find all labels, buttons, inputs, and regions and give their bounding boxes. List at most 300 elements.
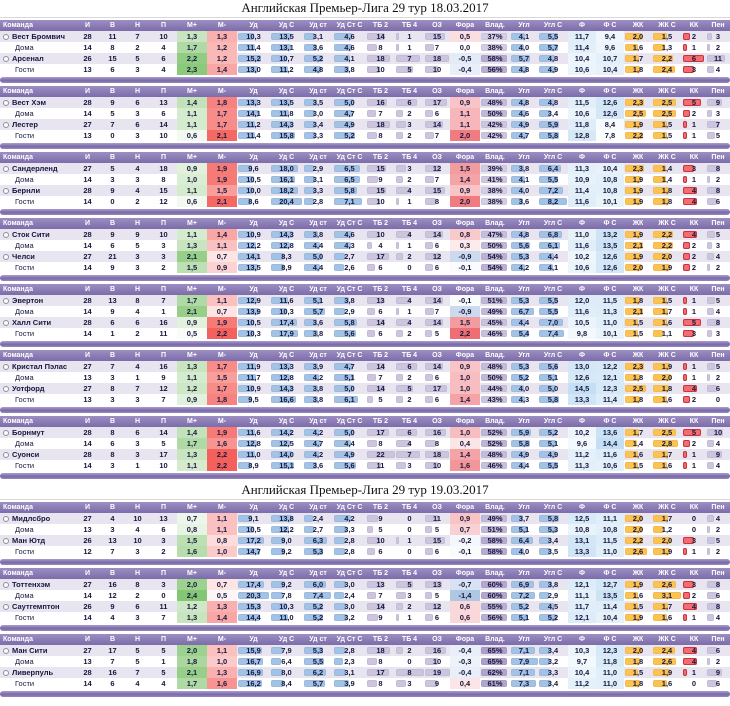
stat-cell	[333, 64, 366, 75]
stat-cell	[100, 601, 125, 612]
stat-cell	[270, 295, 303, 306]
stat-value: 3	[715, 241, 721, 250]
stat-value: 1	[691, 461, 697, 470]
stat-value: 13,6	[602, 428, 618, 437]
column-header: Угл С	[538, 218, 568, 229]
column-header: Команда	[0, 20, 75, 31]
stat-cell	[237, 53, 270, 64]
column-header: Угл	[510, 20, 538, 31]
stat-cell	[366, 656, 395, 667]
stat-value: 4,4	[312, 263, 324, 272]
stat-cell	[150, 317, 177, 328]
stat-value: 1,2	[186, 602, 198, 611]
stat-value: 1,3	[216, 32, 228, 41]
team-name-cell	[0, 119, 75, 130]
stat-cell	[237, 449, 270, 460]
expand-circle-icon[interactable]	[3, 516, 9, 522]
stat-value: -0,1	[458, 296, 472, 305]
stat-value: 10,9	[574, 175, 590, 184]
stat-cell	[207, 108, 237, 119]
stat-value: 5,2	[344, 131, 355, 140]
column-header: В	[100, 20, 125, 31]
stat-cell	[510, 438, 538, 449]
column-header: ТБ 4	[395, 218, 424, 229]
stat-value: 27	[83, 120, 92, 129]
stat-value: 0	[691, 679, 697, 688]
expand-circle-icon[interactable]	[3, 100, 9, 106]
stat-value: 1,3	[186, 241, 198, 250]
stat-value: 2	[691, 395, 697, 404]
stat-value: 3,3	[312, 186, 324, 195]
stat-cell	[706, 130, 730, 141]
stat-value: 28	[83, 450, 92, 459]
stat-cell	[75, 262, 100, 273]
team-row	[0, 579, 730, 590]
expand-circle-icon[interactable]	[3, 298, 9, 304]
stat-cell	[150, 546, 177, 557]
stat-value: 3	[110, 395, 115, 404]
stat-cell	[333, 174, 366, 185]
stat-value: 7	[110, 120, 115, 129]
stat-value: 16,7	[246, 657, 261, 666]
column-header: Уд	[237, 502, 270, 513]
stat-value: 15,1	[279, 461, 294, 470]
stat-value: 0,5	[186, 329, 198, 338]
stat-cell	[624, 601, 652, 612]
column-header: Фора	[450, 86, 480, 97]
team-name-cell	[0, 535, 75, 546]
column-header: П	[150, 284, 177, 295]
stat-value: 1,6	[632, 450, 644, 459]
team-name: Сандерленд	[12, 164, 58, 173]
stat-value: 11,4	[574, 43, 590, 52]
stat-value: 13,5	[246, 263, 261, 272]
stat-value: 1,9	[632, 613, 644, 622]
stat-value: 16,1	[279, 175, 294, 184]
stat-value: 11,6	[574, 307, 590, 316]
stat-cell	[395, 240, 424, 251]
stat-value: 2,3	[632, 362, 644, 371]
stat-value: 4,2	[312, 373, 324, 382]
stat-value: 1,8	[632, 395, 644, 404]
stat-value: 15,2	[246, 54, 261, 63]
stat-value: 1	[691, 547, 697, 556]
expand-circle-icon[interactable]	[3, 364, 9, 370]
stat-value: 2,2	[632, 536, 644, 545]
stat-cell	[333, 460, 366, 471]
stat-value: 1,1	[216, 646, 228, 655]
stat-value: 13,9	[246, 307, 261, 316]
stat-value: 3	[110, 175, 115, 184]
stat-value: 11,5	[602, 536, 618, 545]
stat-value: 1	[407, 307, 412, 316]
stat-cell	[424, 97, 450, 108]
stat-cell	[450, 119, 480, 130]
column-header: ЖК С	[652, 502, 682, 513]
stat-cell	[366, 262, 395, 273]
stat-cell	[237, 185, 270, 196]
stat-value: 3	[691, 164, 697, 173]
header-row	[0, 568, 730, 579]
stat-value: 3,1	[312, 32, 324, 41]
stat-value: 5,7	[547, 43, 559, 52]
stat-value: 4,1	[518, 175, 530, 184]
stat-cell	[100, 64, 125, 75]
stat-cell	[596, 590, 624, 601]
column-header: М+	[177, 634, 207, 645]
stat-value: 6,9	[518, 580, 530, 589]
stat-cell	[237, 524, 270, 535]
stat-value: 0	[161, 591, 166, 600]
stat-value: 10,9	[246, 384, 261, 393]
stat-cell	[207, 535, 237, 546]
stat-value: 4,0	[518, 547, 530, 556]
stat-cell	[150, 328, 177, 339]
split-row	[0, 130, 730, 141]
stat-cell	[125, 579, 150, 590]
stat-value: 10	[432, 461, 442, 470]
stat-cell	[538, 163, 568, 174]
stat-cell	[366, 383, 395, 394]
stat-value: 10,0	[246, 186, 261, 195]
split-row	[0, 524, 730, 535]
stat-value: 4,2	[344, 514, 355, 523]
split-label-cell	[0, 328, 75, 339]
column-header: Влад.	[480, 152, 510, 163]
expand-circle-icon[interactable]	[3, 166, 9, 172]
column-header: Фора	[450, 568, 480, 579]
stat-cell	[303, 524, 333, 535]
expand-circle-icon[interactable]	[3, 452, 9, 458]
stat-cell	[237, 42, 270, 53]
stat-value: 2	[135, 43, 140, 52]
stat-cell	[624, 229, 652, 240]
split-label-cell	[0, 612, 75, 623]
stat-cell	[596, 449, 624, 460]
stat-cell	[177, 590, 207, 601]
stat-cell	[624, 383, 652, 394]
stat-value: 13,5	[602, 591, 618, 600]
stat-value: 13,1	[279, 43, 294, 52]
stat-cell	[177, 229, 207, 240]
stat-cell	[624, 163, 652, 174]
stat-cell	[75, 251, 100, 262]
stat-cell	[624, 306, 652, 317]
stat-value: 14,7	[246, 547, 261, 556]
expand-circle-icon[interactable]	[3, 232, 9, 238]
stat-value: 11,4	[246, 131, 261, 140]
stat-cell	[366, 590, 395, 601]
expand-circle-icon[interactable]	[3, 582, 9, 588]
stat-cell	[75, 196, 100, 207]
team-name-cell	[0, 317, 75, 328]
stat-value: 14	[83, 613, 92, 622]
stat-value: 4	[691, 197, 697, 206]
stat-cell	[706, 306, 730, 317]
stat-value: 5,7	[312, 307, 324, 316]
expand-circle-icon[interactable]	[3, 538, 9, 544]
stat-cell	[366, 108, 395, 119]
column-header: Н	[125, 568, 150, 579]
stat-value: 7	[434, 43, 440, 52]
header-row	[0, 502, 730, 513]
stat-cell	[568, 601, 596, 612]
stat-value: 9,2	[281, 547, 292, 556]
expand-circle-icon[interactable]	[3, 320, 9, 326]
stat-value: 14	[83, 197, 92, 206]
stat-cell	[207, 438, 237, 449]
stat-value: 9,8	[576, 329, 588, 338]
team-row	[0, 449, 730, 460]
split-row	[0, 460, 730, 471]
column-header: Уд С	[270, 416, 303, 427]
stat-cell	[682, 42, 706, 53]
stat-cell	[450, 513, 480, 524]
stat-value: 2,8	[344, 646, 355, 655]
split-label: Гости	[15, 679, 35, 688]
stat-value: 20,3	[246, 591, 261, 600]
expand-circle-icon[interactable]	[3, 604, 9, 610]
stat-value: 12	[432, 602, 442, 611]
stat-value: 1,8	[632, 679, 644, 688]
stat-value: 11,0	[246, 450, 261, 459]
stat-cell	[424, 383, 450, 394]
stat-value: 17,4	[279, 318, 294, 327]
stat-value: 4,2	[312, 450, 324, 459]
stat-cell	[150, 513, 177, 524]
column-header: Угл	[510, 218, 538, 229]
stat-value: 14	[432, 318, 442, 327]
stat-value: 27	[83, 362, 92, 371]
team-name: Сток Сити	[12, 230, 50, 239]
stat-cell	[207, 579, 237, 590]
stat-value: 46%	[487, 461, 503, 470]
stat-value: 3	[691, 536, 697, 545]
expand-circle-icon[interactable]	[3, 254, 9, 260]
stat-cell	[100, 108, 125, 119]
stat-value: 12,5	[279, 439, 294, 448]
stat-value: 0,9	[216, 263, 228, 272]
stat-cell	[706, 240, 730, 251]
stat-value: 2	[135, 591, 140, 600]
stat-cell	[450, 579, 480, 590]
stat-cell	[424, 645, 450, 656]
stat-value: 2,1	[632, 307, 644, 316]
stat-value: 5,0	[344, 384, 355, 393]
stat-cell	[207, 262, 237, 273]
stat-cell	[510, 174, 538, 185]
stat-value: 1,8	[186, 657, 198, 666]
stat-value: 5,1	[344, 373, 355, 382]
stat-value: 1,3	[186, 32, 198, 41]
stat-value: 12,3	[602, 646, 618, 655]
stat-cell	[424, 317, 450, 328]
stat-cell	[652, 546, 682, 557]
stat-value: 2	[715, 43, 721, 52]
stat-value: 1	[691, 43, 697, 52]
stat-cell	[538, 524, 568, 535]
stat-value: 2,6	[661, 657, 673, 666]
expand-circle-icon[interactable]	[3, 122, 9, 128]
column-header: ТБ 4	[395, 284, 424, 295]
column-header: Угл	[510, 416, 538, 427]
stat-value: -0,5	[458, 54, 472, 63]
stat-value: 6,1	[344, 395, 355, 404]
stat-cell	[538, 108, 568, 119]
stat-cell	[207, 427, 237, 438]
stat-value: 9,2	[281, 580, 292, 589]
expand-circle-icon[interactable]	[3, 648, 9, 654]
stat-cell	[538, 656, 568, 667]
stat-cell	[237, 295, 270, 306]
expand-circle-icon[interactable]	[3, 34, 9, 40]
stat-cell	[652, 108, 682, 119]
stat-cell	[395, 229, 424, 240]
column-header: Уд ст	[303, 502, 333, 513]
stat-value: 1,7	[186, 43, 198, 52]
stat-value: 10,6	[574, 65, 590, 74]
team-row	[0, 229, 730, 240]
stat-cell	[303, 229, 333, 240]
stat-cell	[366, 53, 395, 64]
stat-cell	[395, 678, 424, 689]
column-header: Н	[125, 502, 150, 513]
stat-cell	[237, 579, 270, 590]
stat-cell	[480, 372, 510, 383]
stat-cell	[510, 656, 538, 667]
stat-cell	[510, 196, 538, 207]
stat-value: 16	[159, 362, 168, 371]
stat-cell	[682, 383, 706, 394]
stat-cell	[150, 645, 177, 656]
stat-cell	[237, 130, 270, 141]
stat-cell	[150, 262, 177, 273]
column-header: Влад.	[480, 416, 510, 427]
stat-cell	[568, 372, 596, 383]
stat-cell	[480, 427, 510, 438]
split-label: Дома	[15, 307, 34, 316]
stat-cell	[303, 394, 333, 405]
stat-cell	[207, 645, 237, 656]
stat-value: 1	[691, 668, 697, 677]
stat-value: 7,8	[281, 591, 292, 600]
stat-cell	[682, 31, 706, 42]
column-header: В	[100, 152, 125, 163]
stat-cell	[237, 535, 270, 546]
stat-value: 1,5	[459, 318, 471, 327]
stat-value: 14,3	[279, 230, 294, 239]
stat-value: 12,2	[602, 362, 618, 371]
stat-cell	[424, 513, 450, 524]
stat-cell	[395, 645, 424, 656]
stat-cell	[150, 64, 177, 75]
stat-value: 5,8	[344, 318, 355, 327]
stat-value: 6	[161, 54, 166, 63]
column-header: ТБ 4	[395, 502, 424, 513]
stat-value: 2,0	[632, 32, 644, 41]
expand-circle-icon[interactable]	[3, 670, 9, 676]
stat-cell	[207, 130, 237, 141]
stat-cell	[270, 427, 303, 438]
column-header: ЖК С	[652, 20, 682, 31]
expand-circle-icon[interactable]	[3, 386, 9, 392]
stat-value: 1	[691, 296, 697, 305]
stat-value: 10,8	[602, 175, 618, 184]
stat-value: 3	[715, 329, 721, 338]
stat-value: 1,0	[186, 175, 198, 184]
stat-cell	[207, 240, 237, 251]
expand-circle-icon[interactable]	[3, 56, 9, 62]
stat-value: 6	[434, 373, 440, 382]
stat-cell	[207, 185, 237, 196]
stat-cell	[538, 645, 568, 656]
stat-value: 11,8	[279, 109, 294, 118]
stat-cell	[624, 64, 652, 75]
stat-cell	[125, 612, 150, 623]
stat-value: 6,4	[518, 536, 530, 545]
stat-value: -0,4	[458, 668, 472, 677]
stat-cell	[480, 590, 510, 601]
stat-value: 6	[715, 384, 721, 393]
stat-cell	[207, 229, 237, 240]
stat-value: 2,2	[186, 54, 198, 63]
stat-cell	[395, 31, 424, 42]
stat-cell	[100, 251, 125, 262]
stat-value: 9	[110, 602, 115, 611]
stat-cell	[510, 328, 538, 339]
stat-cell	[624, 262, 652, 273]
stat-value: 16,9	[246, 668, 261, 677]
stat-value: 10	[432, 65, 442, 74]
stat-cell	[333, 262, 366, 273]
stat-cell	[596, 53, 624, 64]
stat-value: 6	[135, 318, 140, 327]
stat-cell	[303, 438, 333, 449]
stat-value: 14	[432, 120, 442, 129]
stat-cell	[652, 579, 682, 590]
stat-value: 8,2	[547, 197, 559, 206]
column-header: Н	[125, 20, 150, 31]
stat-value: 37%	[487, 32, 503, 41]
stat-value: 10,8	[602, 186, 618, 195]
stat-cell	[652, 394, 682, 405]
stat-cell	[480, 460, 510, 471]
stat-cell	[510, 53, 538, 64]
stat-cell	[207, 196, 237, 207]
stat-value: 10,5	[246, 525, 261, 534]
stat-cell	[568, 97, 596, 108]
stat-cell	[424, 185, 450, 196]
column-header: Угл С	[538, 20, 568, 31]
stat-cell	[624, 513, 652, 524]
stat-cell	[652, 449, 682, 460]
stat-cell	[450, 163, 480, 174]
stat-cell	[303, 262, 333, 273]
expand-circle-icon[interactable]	[3, 430, 9, 436]
stat-value: 14,3	[279, 384, 294, 393]
stat-value: 2,8	[344, 547, 355, 556]
stat-cell	[270, 590, 303, 601]
column-header: Уд Ст С	[333, 284, 366, 295]
stat-cell	[450, 546, 480, 557]
stat-cell	[303, 546, 333, 557]
stat-value: 17	[432, 384, 442, 393]
stat-cell	[207, 372, 237, 383]
expand-circle-icon[interactable]	[3, 188, 9, 194]
stat-cell	[510, 667, 538, 678]
stat-value: 4,9	[344, 450, 355, 459]
column-header: Команда	[0, 284, 75, 295]
